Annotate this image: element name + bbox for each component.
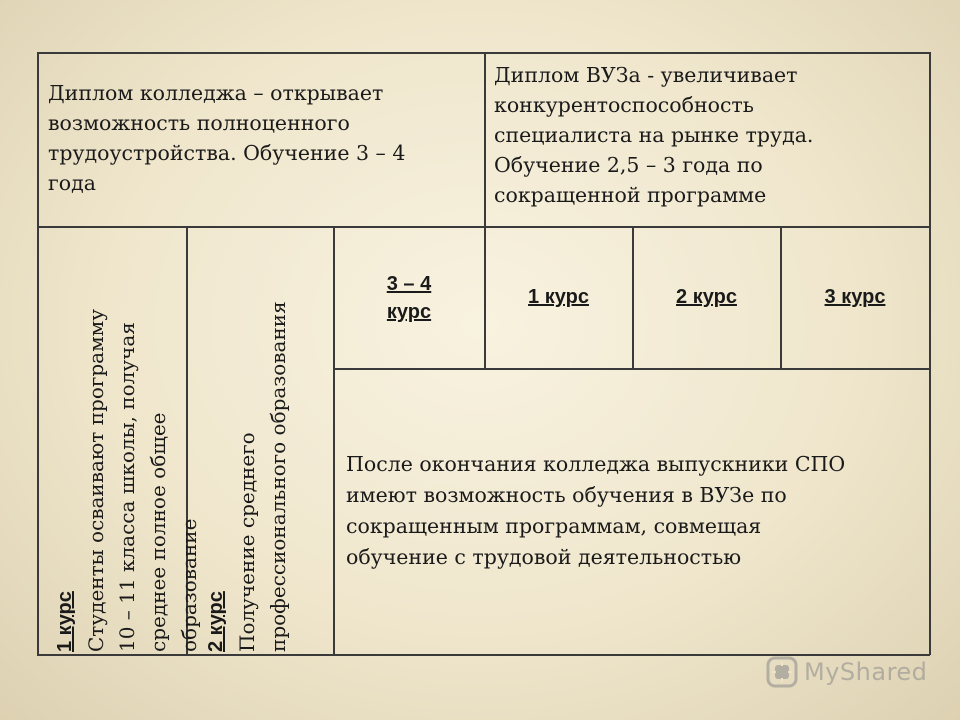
text-line: сокращенной программе (494, 183, 767, 207)
course-header-1: 1 курс (528, 286, 589, 308)
myshared-logo-icon (766, 656, 798, 688)
text-line: трудоустройства. Обучение 3 – 4 (48, 141, 406, 165)
course-header-3: 3 курс (824, 286, 886, 308)
text-line: После окончания колледжа выпускники СПО (346, 452, 846, 476)
text-line: специалиста на рынке труда. (494, 123, 814, 147)
text-line: среднее полное общее (146, 412, 170, 652)
text-line: возможность полноценного (48, 111, 350, 135)
second-course-label: 2 курс (205, 591, 227, 652)
college-diploma-cell (48, 78, 480, 198)
text-line: Студенты осваивают программу (84, 309, 108, 652)
text-line: обучение с трудовой деятельностью (346, 545, 742, 569)
text-line: года (48, 171, 96, 195)
first-course-vertical-text (49, 242, 205, 652)
text-line: 10 – 11 класса школы, получая (115, 322, 139, 652)
text-line: имеют возможность обучения в ВУЗе по (346, 483, 787, 507)
course-header-3-4: 3 – 4 курс (386, 273, 432, 323)
text-line: Диплом ВУЗа - увеличивает (494, 63, 798, 87)
second-course-vertical-text (200, 232, 294, 652)
watermark-text: MyShared (804, 658, 928, 686)
text-line: сокращенным программам, совмещая (346, 514, 762, 538)
text-line: Получение среднего (235, 432, 259, 652)
myshared-watermark (766, 656, 927, 688)
text-line: профессионального образования (266, 301, 290, 652)
text-line: конкурентоспособность (494, 93, 754, 117)
text-line: Обучение 2,5 – 3 года по (494, 153, 763, 177)
university-diploma-cell (494, 60, 926, 210)
graduate-opportunities-cell (346, 449, 926, 573)
course-header-2: 2 курс (676, 286, 737, 308)
text-line: образование (177, 518, 201, 652)
first-course-label: 1 курс (54, 591, 76, 652)
text-line: Диплом колледжа – открывает (48, 81, 384, 105)
